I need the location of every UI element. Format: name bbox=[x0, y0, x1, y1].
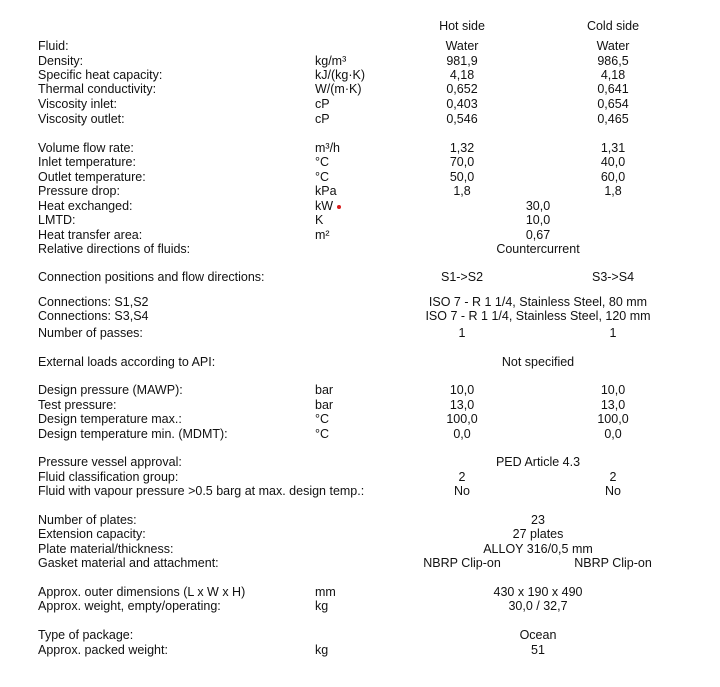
label: Approx. packed weight: bbox=[38, 643, 168, 657]
row-pressure-vessel-approval: Pressure vessel approval: PED Article 4.3 bbox=[38, 455, 581, 469]
row-gasket-material: Gasket material and attachment: NBRP Clip-on NBRP Clip-on bbox=[38, 556, 652, 570]
unit: bar bbox=[315, 398, 334, 412]
row-heat-transfer-area: Heat transfer area: m² 0,67 bbox=[38, 228, 551, 242]
label: Test pressure: bbox=[38, 398, 117, 412]
row-number-of-plates: Number of plates: 23 bbox=[38, 513, 545, 527]
label: Relative directions of fluids: bbox=[38, 242, 191, 256]
label: Approx. outer dimensions (L x W x H) bbox=[38, 585, 246, 599]
row-weight: Approx. weight, empty/operating: kg 30,0 / 32,7 bbox=[38, 599, 568, 613]
row-design-temp-min: Design temperature min. (MDMT): °C 0,0 0,0 bbox=[38, 427, 622, 441]
unit: °C bbox=[315, 170, 330, 184]
unit: kg/m³ bbox=[315, 54, 347, 68]
label: Density: bbox=[38, 54, 84, 68]
label: Plate material/thickness: bbox=[38, 542, 174, 556]
row-outlet-temp: Outlet temperature: °C 50,0 60,0 bbox=[38, 170, 626, 184]
label: Heat exchanged: bbox=[38, 199, 133, 213]
label: Fluid classification group: bbox=[38, 470, 179, 484]
label: Inlet temperature: bbox=[38, 155, 136, 169]
marker-dot-icon bbox=[337, 205, 341, 209]
row-extension-capacity: Extension capacity: 27 plates bbox=[38, 527, 564, 541]
label: Gasket material and attachment: bbox=[38, 556, 219, 570]
row-external-loads: External loads according to API: Not specified bbox=[38, 355, 575, 369]
label: Connection positions and flow directions: bbox=[38, 270, 265, 284]
row-vapour-pressure: Fluid with vapour pressure >0.5 barg at max. design temp.: No No bbox=[38, 484, 621, 498]
unit: kPa bbox=[315, 184, 337, 198]
row-design-pressure: Design pressure (MAWP): bar 10,0 10,0 bbox=[38, 383, 626, 397]
row-specific-heat: Specific heat capacity: kJ/(kg·K) 4,18 4,18 bbox=[38, 68, 626, 82]
row-heat-exchanged: Heat exchanged: kW 30,0 bbox=[38, 199, 551, 213]
unit: bar bbox=[315, 383, 334, 397]
unit: °C bbox=[315, 412, 330, 426]
row-viscosity-inlet: Viscosity inlet: cP 0,403 0,654 bbox=[38, 97, 629, 111]
unit: kg bbox=[315, 643, 329, 657]
label: Design temperature min. (MDMT): bbox=[38, 427, 228, 441]
row-pressure-drop: Pressure drop: kPa 1,8 1,8 bbox=[38, 184, 622, 198]
row-connections-s1-s2: Connections: S1,S2 ISO 7 - R 1 1/4, Stainless Steel, 80 mm bbox=[38, 295, 648, 309]
label: Extension capacity: bbox=[38, 527, 146, 541]
column-header-row: Hot side Cold side bbox=[439, 19, 640, 33]
label: Viscosity inlet: bbox=[38, 97, 117, 111]
label: Pressure vessel approval: bbox=[38, 455, 182, 469]
row-package-type: Type of package: Ocean bbox=[38, 628, 557, 642]
label: Fluid: bbox=[38, 39, 69, 53]
row-test-pressure: Test pressure: bar 13,0 13,0 bbox=[38, 398, 626, 412]
row-number-of-passes: Number of passes: 1 1 bbox=[38, 326, 617, 340]
row-inlet-temp: Inlet temperature: °C 70,0 40,0 bbox=[38, 155, 626, 169]
unit: m² bbox=[315, 228, 330, 242]
row-packed-weight: Approx. packed weight: kg 51 bbox=[38, 643, 545, 657]
unit: K bbox=[315, 213, 324, 227]
label: Volume flow rate: bbox=[38, 141, 134, 155]
label: Connections: S3,S4 bbox=[38, 309, 149, 323]
label: Design pressure (MAWP): bbox=[38, 383, 183, 397]
row-fluid-directions: Relative directions of fluids: Countercurrent bbox=[38, 242, 580, 256]
unit: °C bbox=[315, 427, 330, 441]
unit: cP bbox=[315, 97, 330, 111]
unit: kJ/(kg·K) bbox=[315, 68, 365, 82]
label: Approx. weight, empty/operating: bbox=[38, 599, 221, 613]
unit: kW bbox=[315, 199, 341, 214]
unit: m³/h bbox=[315, 141, 340, 155]
unit: cP bbox=[315, 112, 330, 126]
label: Fluid with vapour pressure >0.5 barg at max. design temp.: bbox=[38, 484, 365, 498]
label: LMTD: bbox=[38, 213, 76, 227]
label: Heat transfer area: bbox=[38, 228, 143, 242]
row-flow-rate: Volume flow rate: m³/h 1,32 1,31 bbox=[38, 141, 626, 155]
label: Thermal conductivity: bbox=[38, 82, 157, 96]
label: Outlet temperature: bbox=[38, 170, 146, 184]
label: External loads according to API: bbox=[38, 355, 216, 369]
row-density: Density: kg/m³ 981,9 986,5 bbox=[38, 54, 629, 68]
row-fluid: Fluid: Water Water bbox=[38, 39, 630, 53]
row-plate-material: Plate material/thickness: ALLOY 316/0,5 mm bbox=[38, 542, 593, 556]
label: Specific heat capacity: bbox=[38, 68, 163, 82]
label: Number of passes: bbox=[38, 326, 143, 340]
row-fluid-classification: Fluid classification group: 2 2 bbox=[38, 470, 617, 484]
label: Type of package: bbox=[38, 628, 134, 642]
row-viscosity-outlet: Viscosity outlet: cP 0,546 0,465 bbox=[38, 112, 629, 126]
label: Design temperature max.: bbox=[38, 412, 182, 426]
unit: °C bbox=[315, 155, 330, 169]
label: Viscosity outlet: bbox=[38, 112, 125, 126]
label: Connections: S1,S2 bbox=[38, 295, 149, 309]
unit: kg bbox=[315, 599, 329, 613]
row-design-temp-max: Design temperature max.: °C 100,0 100,0 bbox=[38, 412, 629, 426]
label: Pressure drop: bbox=[38, 184, 120, 198]
label: Number of plates: bbox=[38, 513, 137, 527]
row-lmtd: LMTD: K 10,0 bbox=[38, 213, 551, 227]
unit: W/(m·K) bbox=[315, 82, 362, 96]
unit: mm bbox=[315, 585, 336, 599]
row-outer-dimensions: Approx. outer dimensions (L x W x H) mm 430 x 190 x 490 bbox=[38, 585, 583, 599]
row-conductivity: Thermal conductivity: W/(m·K) 0,652 0,641 bbox=[38, 82, 629, 96]
row-connection-positions: Connection positions and flow directions: S1->S2 S3->S4 bbox=[38, 270, 635, 284]
row-connections-s3-s4: Connections: S3,S4 ISO 7 - R 1 1/4, Stainless Steel, 120 mm bbox=[38, 309, 651, 323]
